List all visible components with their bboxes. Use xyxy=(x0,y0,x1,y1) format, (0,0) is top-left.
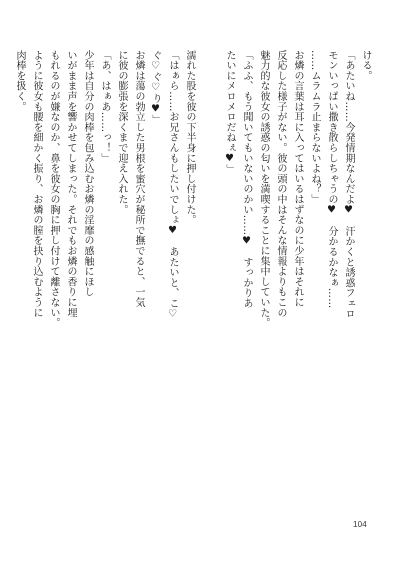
text-line: お燐は蕩の勃立した男根を蜜穴が秘所で撫でると、一気 xyxy=(133,50,144,308)
text-line: 肉棒を扱く。 xyxy=(14,50,25,112)
text-line: いがまま声を響かせてしまった。それでもお燐の香りに埋 xyxy=(65,50,76,318)
page-number: 104 xyxy=(353,520,367,529)
text-line: たいにメロメロだねぇ♥」 xyxy=(224,50,235,175)
upper-text-column xyxy=(218,50,374,485)
text-line: 反応した様子がない。彼の頭の中はそんな情報よりもこの xyxy=(275,50,286,318)
text-line: モンいっぱい撒き散らしちゃうの♥ 分かるかなぁ…… xyxy=(326,50,337,309)
text-line: 魅力的な彼女の誘惑の匂いを満喫することに集中していた。 xyxy=(258,50,269,329)
text-line: に彼の膨張を深くまで迎え入れた。 xyxy=(116,50,127,215)
text-line: 「ふふ、もう聞いてもいないのかい……♥ すっかりあ xyxy=(241,50,252,309)
text-line: 「あたいね……今発情期なんだよ♥ 汗かくと誘惑フェロ xyxy=(343,50,354,319)
text-line: 「あ、はぁあ……っ！」 xyxy=(99,50,110,164)
lower-text-column xyxy=(6,50,198,485)
text-line: 「はぁら……お兄さんもしたいでしょ♥ あたいと、こ♡ xyxy=(167,50,178,320)
text-line: ……ムラムラ止まらないよね？」 xyxy=(309,50,320,205)
text-line: 少年は自分の肉棒を包み込むお燐の淫靡の感触にほし xyxy=(82,50,93,298)
text-line: 濡れた股を彼の下半身に押し付けた。 xyxy=(184,50,195,226)
text-line: お燐の言葉は耳に入ってはいるはずなのに少年はそれに xyxy=(292,50,303,308)
text-line: ように彼女も腰を細かく振り、お燐の膣を抉り込むように xyxy=(31,50,42,318)
text-line: ける。 xyxy=(360,50,371,81)
text-line: ぐ♡ぐ♡り♥」 xyxy=(150,50,161,126)
text-line: もれるのが嫌なのか、鼻を彼女の胸に押し付けて離さない。 xyxy=(48,50,59,329)
